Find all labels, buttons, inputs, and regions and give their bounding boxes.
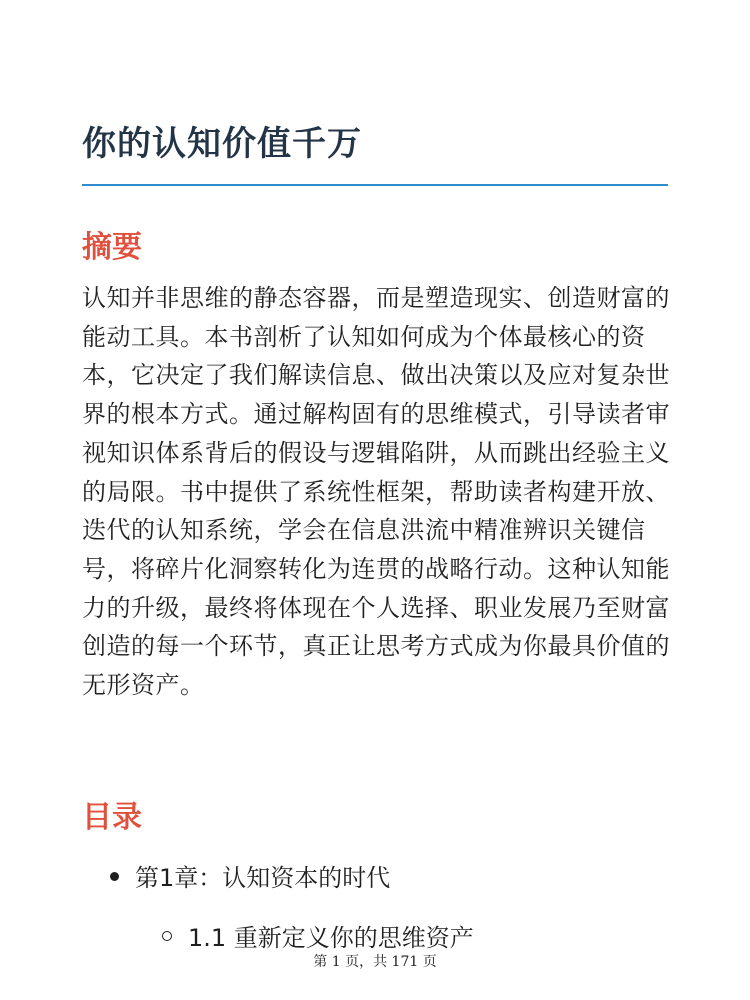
summary-paragraph: 认知并非思维的静态容器，而是塑造现实、创造财富的能动工具。本书剖析了认知如何成为个体最核心的资本，它决定了我们解读信息、做出决策以及应对复杂世界的根本方式。通过解构固有的思维模式，引导读者审视知识体系背后的假设与逻辑陷阱，从而跳出经验主义的局限。书中提供了系统性框架，帮助读者构建开放、迭代的认知系统，学会在信息洪流中精准辨识关键信号，将碎片化洞察转化为连贯的战略行动。这种认知能力的升级，最终将体现在个人选择、职业发展乃至财富创造的每一个环节，真正让思考方式成为你最具价值的无形资产。 xyxy=(82,284,670,700)
filled-bullet-icon xyxy=(110,872,119,881)
title-divider xyxy=(82,184,668,186)
page-number-footer: 第 1 页，共 171 页 xyxy=(313,954,437,970)
summary-heading: 摘要 xyxy=(82,230,142,265)
toc-chapter-1[interactable] xyxy=(110,858,390,893)
toc-section-label: 1.1 重新定义你的思维资产 xyxy=(188,924,474,952)
book-title: 你的认知价值千万 xyxy=(82,124,362,164)
toc-chapter-label: 第1章：认知资本的时代 xyxy=(135,864,391,892)
hollow-bullet-icon xyxy=(162,931,172,941)
toc-section-1-1[interactable] xyxy=(162,918,474,953)
toc-heading: 目录 xyxy=(82,800,142,835)
